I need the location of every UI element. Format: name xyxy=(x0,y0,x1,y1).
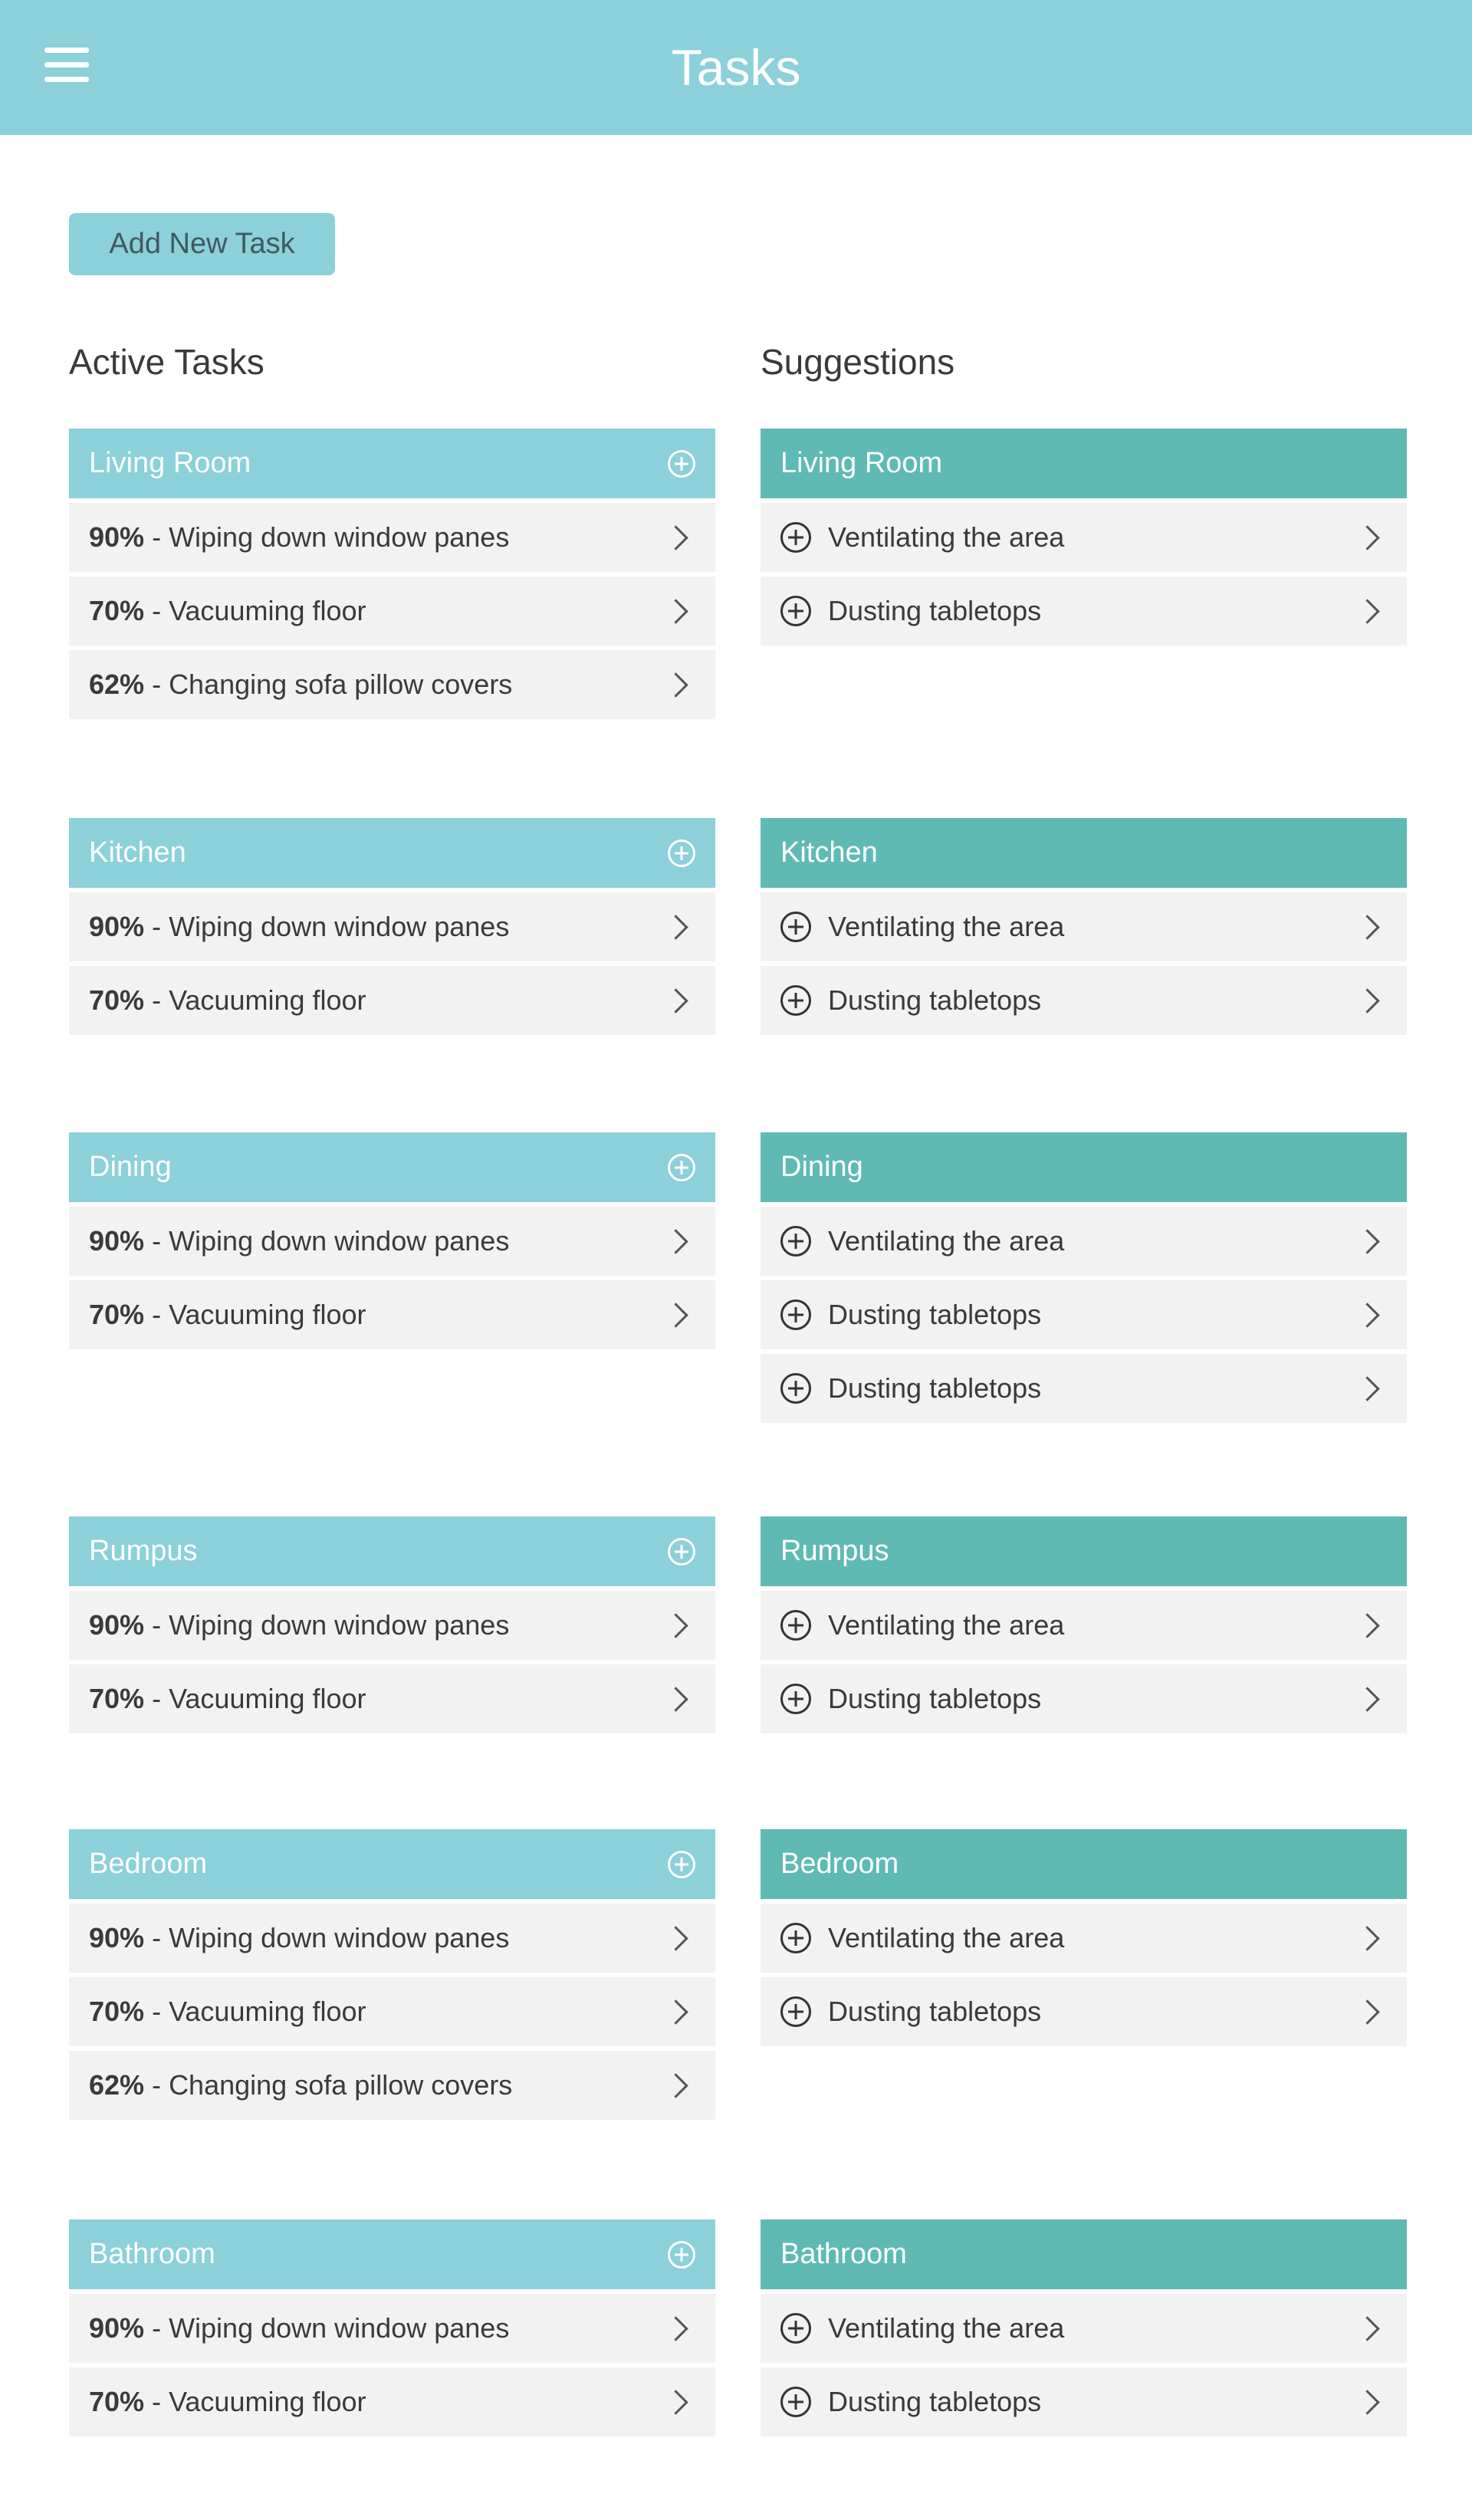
task-separator: - xyxy=(144,1609,169,1641)
suggestion-label: Ventilating the area xyxy=(828,911,1065,942)
task-separator: - xyxy=(144,911,169,942)
add-suggestion-plus-icon[interactable] xyxy=(780,912,811,942)
task-separator: - xyxy=(144,1225,169,1257)
suggestion-row[interactable] xyxy=(761,577,1407,646)
room-name: Bathroom xyxy=(89,2238,215,2270)
task-label: Changing sofa pillow covers xyxy=(169,669,513,700)
active-card-kitchen xyxy=(69,818,715,1035)
task-row[interactable] xyxy=(69,966,715,1035)
task-row[interactable] xyxy=(69,1904,715,1973)
add-suggestion-plus-icon[interactable] xyxy=(780,2387,811,2417)
add-task-plus-icon[interactable] xyxy=(668,1154,695,1181)
chevron-right-icon xyxy=(1355,1687,1380,1712)
task-percent: 70% xyxy=(89,595,145,626)
chevron-right-icon xyxy=(663,915,688,940)
chevron-right-icon xyxy=(1355,525,1380,550)
task-label: Wiping down window panes xyxy=(169,1922,510,1953)
chevron-right-icon xyxy=(1355,988,1380,1014)
room-name: Bedroom xyxy=(780,1848,899,1880)
add-task-plus-icon[interactable] xyxy=(668,839,695,867)
task-separator: - xyxy=(144,1683,169,1714)
suggestion-row[interactable] xyxy=(761,966,1407,1035)
suggestion-label: Dusting tabletops xyxy=(828,1299,1042,1330)
task-percent: 90% xyxy=(89,911,145,942)
active-card-header xyxy=(69,429,715,498)
suggestion-row[interactable] xyxy=(761,1354,1407,1423)
chevron-right-icon xyxy=(663,2073,688,2098)
add-task-plus-icon[interactable] xyxy=(668,450,695,478)
suggestion-row[interactable] xyxy=(761,1664,1407,1733)
suggestion-card-header xyxy=(761,1829,1407,1899)
task-row[interactable] xyxy=(69,2367,715,2436)
suggestion-row[interactable] xyxy=(761,1207,1407,1276)
chevron-right-icon xyxy=(663,1229,688,1254)
chevron-right-icon xyxy=(1355,599,1380,624)
room-name: Bathroom xyxy=(780,2238,907,2270)
task-label: Wiping down window panes xyxy=(169,1225,510,1257)
suggestion-label: Dusting tabletops xyxy=(828,984,1042,1016)
suggestion-label: Dusting tabletops xyxy=(828,1372,1042,1404)
suggestion-card-living-room xyxy=(761,429,1407,646)
add-task-plus-icon[interactable] xyxy=(668,1538,695,1566)
suggestion-row[interactable] xyxy=(761,2367,1407,2436)
add-task-plus-icon[interactable] xyxy=(668,1851,695,1878)
task-row[interactable] xyxy=(69,2051,715,2120)
active-card-header xyxy=(69,2219,715,2289)
task-label: Wiping down window panes xyxy=(169,1609,510,1641)
suggestion-row[interactable] xyxy=(761,1904,1407,1973)
suggestion-row[interactable] xyxy=(761,892,1407,961)
room-name: Kitchen xyxy=(780,836,878,869)
task-separator: - xyxy=(144,984,169,1016)
add-suggestion-plus-icon[interactable] xyxy=(780,1610,811,1641)
room-name: Kitchen xyxy=(89,836,186,869)
chevron-right-icon xyxy=(1355,1303,1380,1328)
task-percent: 70% xyxy=(89,1996,145,2027)
chevron-right-icon xyxy=(663,1303,688,1328)
suggestion-card-kitchen xyxy=(761,818,1407,1035)
task-row[interactable] xyxy=(69,650,715,719)
task-label: Wiping down window panes xyxy=(169,2312,510,2344)
active-card-header xyxy=(69,1132,715,1202)
task-row[interactable] xyxy=(69,1591,715,1660)
add-suggestion-plus-icon[interactable] xyxy=(780,985,811,1016)
task-row[interactable] xyxy=(69,1280,715,1349)
add-suggestion-plus-icon[interactable] xyxy=(780,1299,811,1330)
task-separator: - xyxy=(144,2386,169,2417)
suggestion-card-header xyxy=(761,1132,1407,1202)
suggestion-row[interactable] xyxy=(761,2294,1407,2363)
active-card-rumpus xyxy=(69,1516,715,1733)
suggestion-label: Ventilating the area xyxy=(828,1609,1065,1641)
task-percent: 70% xyxy=(89,1683,145,1714)
suggestion-card-header xyxy=(761,2219,1407,2289)
add-suggestion-plus-icon[interactable] xyxy=(780,596,811,626)
room-name: Living Room xyxy=(89,447,251,479)
task-row[interactable] xyxy=(69,1977,715,2046)
active-tasks-heading: Active Tasks xyxy=(69,342,264,382)
task-percent: 90% xyxy=(89,1609,145,1641)
task-row[interactable] xyxy=(69,1207,715,1276)
room-name: Rumpus xyxy=(89,1535,198,1567)
task-label: Vacuuming floor xyxy=(169,1996,366,2027)
task-separator: - xyxy=(144,1922,169,1953)
page-title: Tasks xyxy=(671,39,801,96)
suggestion-row[interactable] xyxy=(761,1977,1407,2046)
room-name: Living Room xyxy=(780,447,943,479)
active-card-bathroom xyxy=(69,2219,715,2436)
suggestion-card-bedroom xyxy=(761,1829,1407,2046)
chevron-right-icon xyxy=(663,1926,688,1951)
suggestion-label: Dusting tabletops xyxy=(828,2386,1042,2417)
chevron-right-icon xyxy=(1355,1613,1380,1638)
suggestion-card-header xyxy=(761,429,1407,498)
suggestion-card-header xyxy=(761,1516,1407,1586)
room-name: Dining xyxy=(780,1151,863,1183)
task-label: Changing sofa pillow covers xyxy=(169,2069,513,2101)
chevron-right-icon xyxy=(663,1687,688,1712)
active-card-header xyxy=(69,1516,715,1586)
chevron-right-icon xyxy=(663,1999,688,2025)
suggestion-label: Dusting tabletops xyxy=(828,1683,1042,1714)
suggestions-heading: Suggestions xyxy=(761,342,955,382)
task-percent: 70% xyxy=(89,2386,145,2417)
task-label: Wiping down window panes xyxy=(169,911,510,942)
chevron-right-icon xyxy=(663,988,688,1014)
task-separator: - xyxy=(144,669,169,700)
task-label: Wiping down window panes xyxy=(169,521,510,553)
add-suggestion-plus-icon[interactable] xyxy=(780,2313,811,2344)
task-percent: 62% xyxy=(89,669,145,700)
add-task-plus-icon[interactable] xyxy=(668,2241,695,2269)
add-new-task-button[interactable]: Add New Task xyxy=(69,213,335,275)
suggestion-label: Dusting tabletops xyxy=(828,595,1042,626)
suggestion-label: Ventilating the area xyxy=(828,2312,1065,2344)
add-suggestion-plus-icon[interactable] xyxy=(780,522,811,553)
suggestion-label: Ventilating the area xyxy=(828,1922,1065,1953)
suggestion-label: Ventilating the area xyxy=(828,521,1065,553)
task-percent: 70% xyxy=(89,984,145,1016)
task-label: Vacuuming floor xyxy=(169,1299,366,1330)
chevron-right-icon xyxy=(1355,2390,1380,2415)
task-separator: - xyxy=(144,1299,169,1330)
suggestion-label: Ventilating the area xyxy=(828,1225,1065,1257)
task-percent: 90% xyxy=(89,1922,145,1953)
chevron-right-icon xyxy=(1355,915,1380,940)
room-name: Rumpus xyxy=(780,1535,889,1567)
app-header xyxy=(0,0,1472,135)
task-percent: 90% xyxy=(89,521,145,553)
suggestion-row[interactable] xyxy=(761,503,1407,572)
task-percent: 90% xyxy=(89,1225,145,1257)
add-suggestion-plus-icon[interactable] xyxy=(780,1226,811,1257)
task-separator: - xyxy=(144,2069,169,2101)
add-suggestion-plus-icon[interactable] xyxy=(780,1996,811,2027)
task-separator: - xyxy=(144,1996,169,2027)
suggestion-card-header xyxy=(761,818,1407,888)
active-card-header xyxy=(69,818,715,888)
chevron-right-icon xyxy=(663,599,688,624)
task-separator: - xyxy=(144,521,169,553)
active-card-dining xyxy=(69,1132,715,1349)
add-suggestion-plus-icon[interactable] xyxy=(780,1923,811,1953)
task-row[interactable] xyxy=(69,2294,715,2363)
add-suggestion-plus-icon[interactable] xyxy=(780,1684,811,1714)
chevron-right-icon xyxy=(663,2390,688,2415)
task-percent: 90% xyxy=(89,2312,145,2344)
suggestion-card-rumpus xyxy=(761,1516,1407,1733)
task-label: Vacuuming floor xyxy=(169,2386,366,2417)
suggestion-label: Dusting tabletops xyxy=(828,1996,1042,2027)
chevron-right-icon xyxy=(1355,1999,1380,2025)
task-row[interactable] xyxy=(69,503,715,572)
task-label: Vacuuming floor xyxy=(169,595,366,626)
task-row[interactable] xyxy=(69,892,715,961)
task-percent: 70% xyxy=(89,1299,145,1330)
task-label: Vacuuming floor xyxy=(169,984,366,1016)
chevron-right-icon xyxy=(663,672,688,698)
room-name: Bedroom xyxy=(89,1848,208,1880)
chevron-right-icon xyxy=(663,1613,688,1638)
active-card-living-room xyxy=(69,429,715,719)
suggestion-card-bathroom xyxy=(761,2219,1407,2436)
chevron-right-icon xyxy=(1355,1376,1380,1401)
suggestion-card-dining xyxy=(761,1132,1407,1423)
chevron-right-icon xyxy=(1355,1229,1380,1254)
active-card-bedroom xyxy=(69,1829,715,2120)
chevron-right-icon xyxy=(663,2316,688,2341)
room-name: Dining xyxy=(89,1151,172,1183)
suggestion-row[interactable] xyxy=(761,1280,1407,1349)
task-separator: - xyxy=(144,595,169,626)
chevron-right-icon xyxy=(663,525,688,550)
task-separator: - xyxy=(144,2312,169,2344)
task-label: Vacuuming floor xyxy=(169,1683,366,1714)
suggestion-row[interactable] xyxy=(761,1591,1407,1660)
active-card-header xyxy=(69,1829,715,1899)
task-row[interactable] xyxy=(69,1664,715,1733)
task-row[interactable] xyxy=(69,577,715,646)
task-percent: 62% xyxy=(89,2069,145,2101)
add-suggestion-plus-icon[interactable] xyxy=(780,1373,811,1404)
chevron-right-icon xyxy=(1355,1926,1380,1951)
chevron-right-icon xyxy=(1355,2316,1380,2341)
